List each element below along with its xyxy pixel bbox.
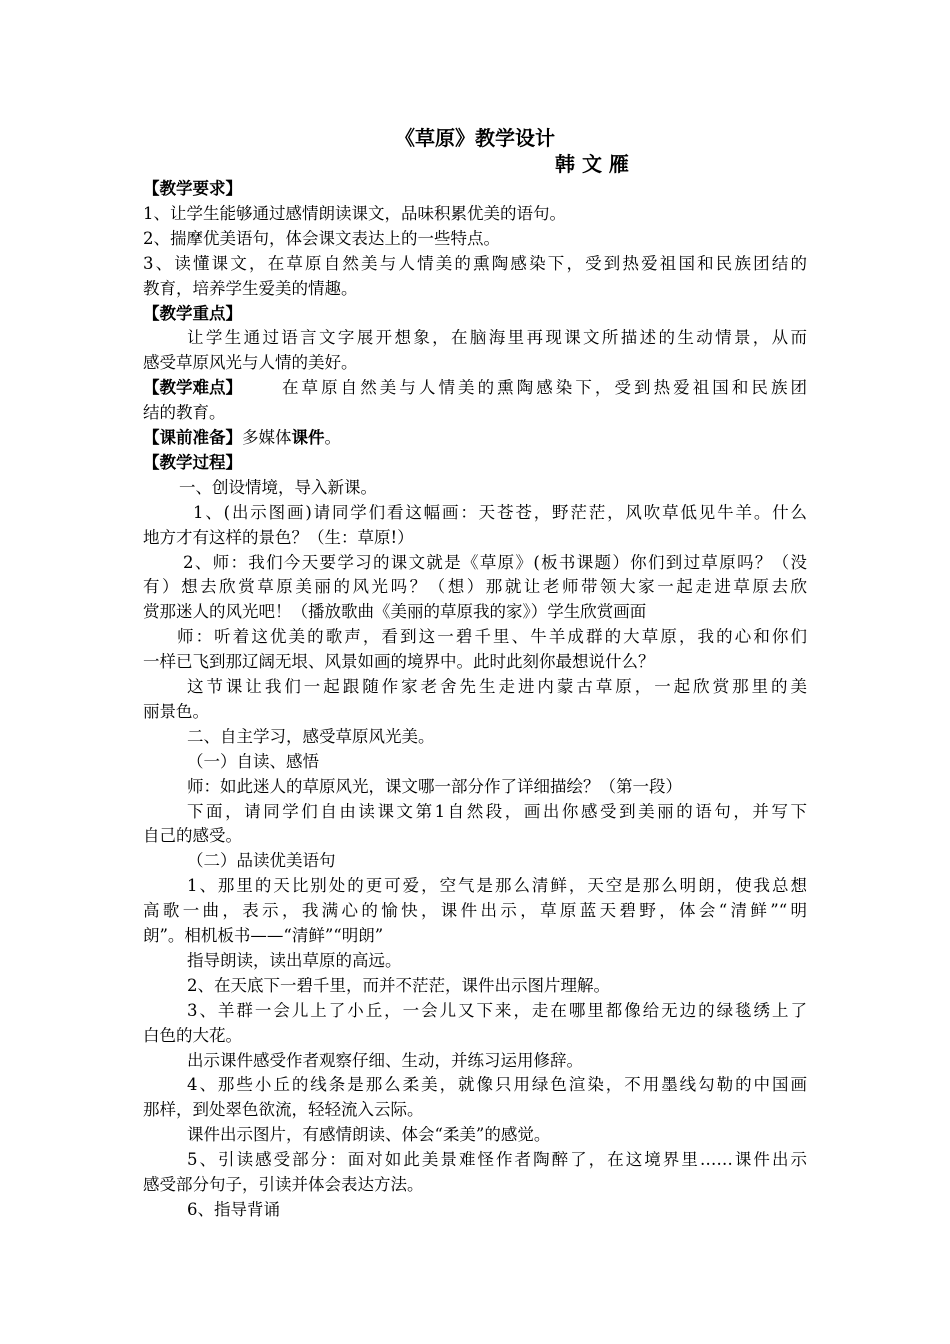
text-line: 师：听着这优美的歌声，看到这一碧千里、牛羊成群的大草原，我的心和你们	[177, 627, 807, 647]
text-line: 指导朗读，读出草原的高远。	[187, 950, 402, 970]
text-line: 3、羊群一会儿上了小丘，一会儿又下来，走在哪里都像给无边的绿毯绣上了	[187, 1000, 807, 1020]
text-line: 朗”。相机板书——“清鲜”“明朗”	[143, 926, 384, 945]
text-line: （一）自读、感悟	[187, 751, 319, 771]
section-label: 【课前准备】	[143, 428, 242, 447]
text-line: 有）想去欣赏草原美丽的风光吗？（想）那就让老师带领大家一起走进草原去欣	[143, 577, 807, 597]
text-line: 1、那里的天比别处的更可爱，空气是那么清鲜，天空是那么明朗，使我总想	[187, 876, 807, 896]
text-line: 2、师：我们今天要学习的课文就是《草原》(板书课题）你们到过草原吗？（没	[183, 552, 807, 572]
text-line: 2、在天底下一碧千里，而并不茫茫，课件出示图片理解。	[187, 975, 610, 995]
section-heading: 【教学要求】	[143, 179, 242, 198]
text-line: 5、引读感受部分：面对如此美景难怪作者陶醉了，在这境界里……课件出示	[187, 1150, 807, 1170]
text-line: 6、指导背诵	[187, 1199, 280, 1219]
section-heading: 【教学重点】	[143, 303, 242, 323]
text-line: 2、揣摩优美语句，体会课文表达上的一些特点。	[143, 228, 500, 248]
text-line: 这节课让我们一起跟随作家老舍先生走进内蒙古草原，一起欣赏那里的美	[187, 677, 807, 696]
section-text: 在草原自然美与人情美的熏陶感染下，受到热爱祖国和民族团	[282, 378, 807, 398]
text-line	[143, 426, 807, 450]
section-label: 【教学难点】	[143, 378, 242, 398]
text-line: 3、读懂课文，在草原自然美与人情美的熏陶感染下，受到热爱祖国和民族团结的	[143, 253, 807, 273]
text-line: 1、(出示图画)请同学们看这幅画：天苍苍，野茫茫，风吹草低见牛羊。什么	[193, 502, 807, 522]
text-line: 那样，到处翠色欲流，轻轻流入云际。	[143, 1100, 424, 1120]
text-line: 出示课件感受作者观察仔细、生动，并练习运用修辞。	[187, 1050, 583, 1070]
text-line: 课件出示图片，有感情朗读、体会“柔美”的感觉。	[187, 1125, 551, 1145]
text-line: 4、那些小丘的线条是那么柔美，就像只用绿色渲染，不用墨线勾勒的中国画	[187, 1075, 807, 1095]
text-line: 师：如此迷人的草原风光，课文哪一部分作了详细描绘？（第一段）	[187, 776, 682, 796]
text-line: 1、让学生能够通过感情朗读课文，品味积累优美的语句。	[143, 203, 566, 223]
text-line: 下面，请同学们自由读课文第1自然段，画出你感受到美丽的语句，并写下	[187, 801, 807, 821]
text-line: （二）品读优美语句	[187, 851, 336, 871]
text-line: 自己的感受。	[143, 826, 242, 846]
text-line: 让学生通过语言文字展开想象，在脑海里再现课文所描述的生动情景，从而	[187, 328, 807, 348]
section-text: 多媒体	[242, 428, 292, 447]
text-line: 丽景色。	[143, 701, 209, 721]
text-line: 结的教育。	[143, 403, 226, 423]
author-name: 韩 文 雁	[555, 152, 629, 176]
section-heading: 【教学过程】	[143, 452, 242, 472]
section-text-bold: 课件	[291, 428, 325, 447]
text-line: 一、创设情境，导入新课。	[179, 477, 377, 497]
text-line: 白色的大花。	[143, 1025, 242, 1045]
text-line: 高歌一曲，表示，我满心的愉快，课件出示，草原蓝天碧野，体会“清鲜”“明	[143, 901, 807, 921]
text-line: 一样已飞到那辽阔无垠、风景如画的境界中。此时此刻你最想说什么？	[143, 652, 655, 672]
text-line: 二、自主学习，感受草原风光美。	[187, 726, 435, 746]
text-line: 感受部分句子，引读并体会表达方法。	[143, 1175, 424, 1194]
text-line: 教育，培养学生爱美的情趣。	[143, 278, 358, 298]
text-line: 赏那迷人的风光吧！（播放歌曲《美丽的草原我的家》）学生欣赏画面	[143, 602, 647, 622]
document-title: 《草原》教学设计	[395, 126, 555, 150]
text-line	[143, 376, 807, 400]
text-line: 感受草原风光与人情的美好。	[143, 353, 358, 373]
section-text-end: 。	[324, 428, 341, 447]
text-line: 地方才有这样的景色？（生：草原!）	[143, 527, 414, 547]
